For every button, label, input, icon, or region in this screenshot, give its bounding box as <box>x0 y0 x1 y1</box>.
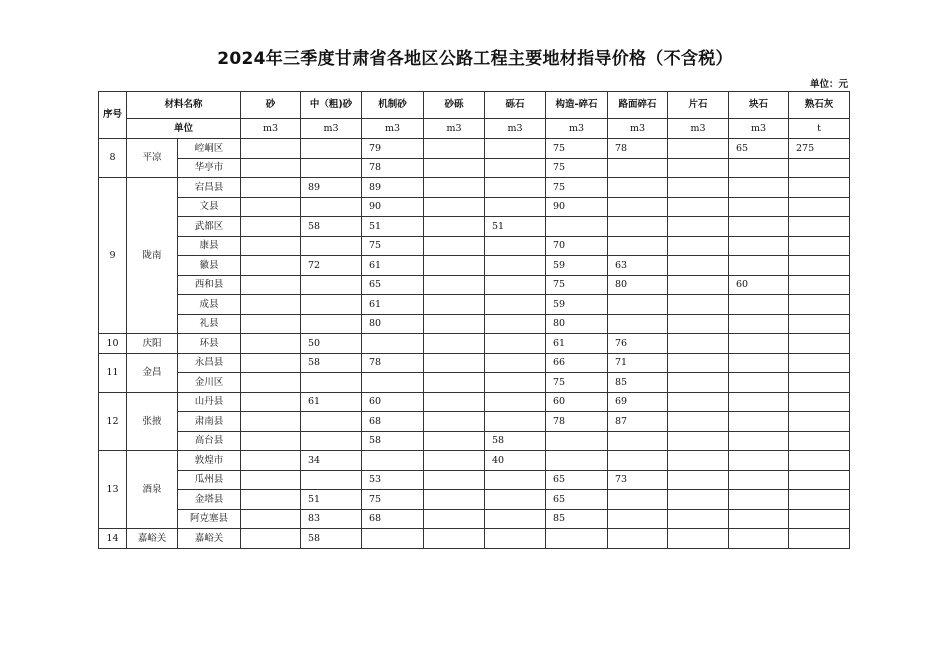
value-cell: 89 <box>301 178 362 198</box>
district-cell: 嘉峪关 <box>178 529 241 549</box>
value-cell <box>608 178 668 198</box>
value-cell <box>668 431 729 451</box>
value-cell: 89 <box>362 178 424 198</box>
value-cell <box>424 334 485 354</box>
seq-cell: 14 <box>99 529 127 549</box>
value-cell <box>668 490 729 510</box>
header-seq: 序号 <box>99 92 127 139</box>
district-cell: 宕昌县 <box>178 178 241 198</box>
value-cell <box>424 275 485 295</box>
value-cell: 61 <box>301 392 362 412</box>
value-cell <box>424 158 485 178</box>
value-cell <box>789 509 850 529</box>
value-cell: 50 <box>301 334 362 354</box>
value-cell <box>424 236 485 256</box>
value-cell <box>789 275 850 295</box>
header-col: 砾石 <box>485 92 546 119</box>
value-cell <box>668 353 729 373</box>
value-cell <box>424 490 485 510</box>
value-cell <box>362 334 424 354</box>
table-row <box>99 373 850 393</box>
value-cell <box>301 470 362 490</box>
value-cell <box>362 373 424 393</box>
value-cell <box>424 178 485 198</box>
value-cell <box>424 412 485 432</box>
value-cell <box>789 490 850 510</box>
city-cell: 张掖 <box>127 392 178 451</box>
table-row <box>99 275 850 295</box>
value-cell <box>668 392 729 412</box>
value-cell <box>668 178 729 198</box>
header-row <box>99 92 850 119</box>
value-cell: 76 <box>608 334 668 354</box>
unit-cell: m3 <box>241 119 301 139</box>
table-row <box>99 412 850 432</box>
value-cell <box>241 236 301 256</box>
value-cell: 65 <box>729 139 789 159</box>
value-cell <box>424 197 485 217</box>
district-cell: 瓜州县 <box>178 470 241 490</box>
value-cell <box>608 236 668 256</box>
value-cell: 90 <box>362 197 424 217</box>
value-cell <box>301 158 362 178</box>
value-cell <box>789 158 850 178</box>
district-cell: 武都区 <box>178 217 241 237</box>
value-cell <box>241 392 301 412</box>
value-cell <box>241 314 301 334</box>
value-cell <box>424 529 485 549</box>
value-cell <box>424 217 485 237</box>
district-cell: 永昌县 <box>178 353 241 373</box>
value-cell: 71 <box>608 353 668 373</box>
value-cell <box>485 158 546 178</box>
unit-cell: m3 <box>301 119 362 139</box>
value-cell <box>608 158 668 178</box>
value-cell <box>608 431 668 451</box>
city-cell: 金昌 <box>127 353 178 392</box>
unit-cell: t <box>789 119 850 139</box>
district-cell: 成县 <box>178 295 241 315</box>
value-cell: 78 <box>608 139 668 159</box>
value-cell: 87 <box>608 412 668 432</box>
value-cell: 78 <box>546 412 608 432</box>
value-cell: 78 <box>362 353 424 373</box>
value-cell <box>729 314 789 334</box>
value-cell <box>241 295 301 315</box>
value-cell <box>668 451 729 471</box>
header-col: 熟石灰 <box>789 92 850 119</box>
value-cell <box>729 412 789 432</box>
district-cell: 崆峒区 <box>178 139 241 159</box>
district-cell: 山丹县 <box>178 392 241 412</box>
value-cell: 80 <box>608 275 668 295</box>
value-cell <box>729 236 789 256</box>
value-cell <box>668 412 729 432</box>
value-cell <box>241 256 301 276</box>
table-row <box>99 490 850 510</box>
value-cell <box>668 197 729 217</box>
header-unit-label: 单位 <box>127 119 241 139</box>
value-cell <box>301 197 362 217</box>
value-cell: 70 <box>546 236 608 256</box>
value-cell <box>241 178 301 198</box>
value-cell <box>608 529 668 549</box>
value-cell: 68 <box>362 412 424 432</box>
value-cell <box>485 470 546 490</box>
value-cell <box>608 490 668 510</box>
value-cell <box>729 470 789 490</box>
unit-note: 单位：元 <box>809 79 848 90</box>
value-cell <box>362 529 424 549</box>
district-cell: 金川区 <box>178 373 241 393</box>
value-cell <box>241 431 301 451</box>
value-cell <box>608 197 668 217</box>
value-cell: 58 <box>301 217 362 237</box>
price-table <box>98 91 850 549</box>
seq-cell: 10 <box>99 334 127 354</box>
city-cell: 平凉 <box>127 139 178 178</box>
value-cell <box>789 197 850 217</box>
table-row <box>99 314 850 334</box>
table-row <box>99 139 850 159</box>
value-cell <box>241 353 301 373</box>
value-cell <box>789 334 850 354</box>
value-cell <box>729 256 789 276</box>
value-cell: 65 <box>546 490 608 510</box>
table-row <box>99 392 850 412</box>
value-cell: 59 <box>546 256 608 276</box>
value-cell: 275 <box>789 139 850 159</box>
table-row <box>99 470 850 490</box>
table-row <box>99 236 850 256</box>
value-cell <box>241 373 301 393</box>
value-cell <box>241 412 301 432</box>
value-cell <box>668 470 729 490</box>
value-cell <box>485 295 546 315</box>
value-cell <box>424 392 485 412</box>
value-cell <box>668 295 729 315</box>
unit-cell: m3 <box>485 119 546 139</box>
header-material-name: 材料名称 <box>127 92 241 119</box>
value-cell <box>789 353 850 373</box>
seq-cell: 8 <box>99 139 127 178</box>
value-cell <box>729 373 789 393</box>
unit-cell: m3 <box>362 119 424 139</box>
district-cell: 文县 <box>178 197 241 217</box>
value-cell: 51 <box>301 490 362 510</box>
value-cell: 59 <box>546 295 608 315</box>
value-cell <box>789 470 850 490</box>
table-row <box>99 431 850 451</box>
page-title: 2024年三季度甘肃省各地区公路工程主要地材指导价格（不含税） <box>217 49 733 69</box>
value-cell: 51 <box>362 217 424 237</box>
value-cell: 75 <box>546 178 608 198</box>
value-cell <box>485 139 546 159</box>
value-cell <box>241 139 301 159</box>
value-cell <box>729 197 789 217</box>
value-cell <box>485 392 546 412</box>
value-cell <box>608 451 668 471</box>
seq-cell: 9 <box>99 178 127 334</box>
value-cell: 85 <box>608 373 668 393</box>
value-cell: 58 <box>485 431 546 451</box>
value-cell <box>301 236 362 256</box>
value-cell <box>608 217 668 237</box>
value-cell <box>729 217 789 237</box>
value-cell <box>668 236 729 256</box>
value-cell: 69 <box>608 392 668 412</box>
value-cell <box>668 373 729 393</box>
table-row <box>99 334 850 354</box>
value-cell: 40 <box>485 451 546 471</box>
value-cell <box>485 256 546 276</box>
value-cell: 60 <box>546 392 608 412</box>
table-row <box>99 509 850 529</box>
value-cell: 75 <box>546 139 608 159</box>
city-cell: 庆阳 <box>127 334 178 354</box>
value-cell: 58 <box>301 353 362 373</box>
value-cell <box>729 431 789 451</box>
city-cell: 陇南 <box>127 178 178 334</box>
value-cell <box>789 236 850 256</box>
value-cell: 79 <box>362 139 424 159</box>
value-cell <box>424 353 485 373</box>
value-cell <box>485 334 546 354</box>
value-cell: 63 <box>608 256 668 276</box>
value-cell <box>729 451 789 471</box>
value-cell <box>729 529 789 549</box>
value-cell <box>546 529 608 549</box>
value-cell <box>608 314 668 334</box>
value-cell <box>485 178 546 198</box>
table-row <box>99 256 850 276</box>
table-row <box>99 529 850 549</box>
value-cell <box>241 217 301 237</box>
table-row <box>99 295 850 315</box>
value-cell: 61 <box>362 295 424 315</box>
value-cell: 75 <box>546 158 608 178</box>
district-cell: 环县 <box>178 334 241 354</box>
district-cell: 高台县 <box>178 431 241 451</box>
value-cell <box>301 275 362 295</box>
header-col: 砂 <box>241 92 301 119</box>
value-cell <box>241 275 301 295</box>
value-cell <box>301 431 362 451</box>
value-cell <box>241 158 301 178</box>
value-cell <box>668 158 729 178</box>
value-cell: 80 <box>362 314 424 334</box>
value-cell <box>424 431 485 451</box>
value-cell <box>668 217 729 237</box>
value-cell <box>668 275 729 295</box>
seq-cell: 13 <box>99 451 127 529</box>
value-cell <box>729 334 789 354</box>
value-cell: 75 <box>546 275 608 295</box>
value-cell <box>485 373 546 393</box>
value-cell <box>485 353 546 373</box>
value-cell <box>301 139 362 159</box>
value-cell: 90 <box>546 197 608 217</box>
district-cell: 金塔县 <box>178 490 241 510</box>
header-col: 中（粗)砂 <box>301 92 362 119</box>
district-cell: 康县 <box>178 236 241 256</box>
value-cell: 80 <box>546 314 608 334</box>
value-cell <box>424 256 485 276</box>
value-cell <box>485 275 546 295</box>
value-cell: 75 <box>546 373 608 393</box>
value-cell <box>424 139 485 159</box>
value-cell <box>668 509 729 529</box>
value-cell <box>608 295 668 315</box>
value-cell <box>241 451 301 471</box>
value-cell: 51 <box>485 217 546 237</box>
value-cell: 61 <box>546 334 608 354</box>
value-cell: 65 <box>546 470 608 490</box>
value-cell <box>789 256 850 276</box>
value-cell <box>485 509 546 529</box>
district-cell: 敦煌市 <box>178 451 241 471</box>
value-cell: 65 <box>362 275 424 295</box>
value-cell <box>789 295 850 315</box>
value-cell <box>789 178 850 198</box>
value-cell <box>424 509 485 529</box>
header-col: 块石 <box>729 92 789 119</box>
value-cell <box>241 334 301 354</box>
value-cell <box>789 451 850 471</box>
value-cell <box>789 373 850 393</box>
value-cell: 58 <box>362 431 424 451</box>
district-cell: 肃南县 <box>178 412 241 432</box>
value-cell <box>485 529 546 549</box>
unit-row <box>99 119 850 139</box>
district-cell: 徽县 <box>178 256 241 276</box>
unit-cell: m3 <box>424 119 485 139</box>
value-cell <box>241 197 301 217</box>
value-cell <box>789 431 850 451</box>
value-cell: 78 <box>362 158 424 178</box>
value-cell <box>241 529 301 549</box>
value-cell <box>485 490 546 510</box>
value-cell: 60 <box>362 392 424 412</box>
district-cell: 华亭市 <box>178 158 241 178</box>
table-row <box>99 217 850 237</box>
city-cell: 酒泉 <box>127 451 178 529</box>
table-row <box>99 178 850 198</box>
value-cell <box>789 392 850 412</box>
value-cell <box>789 529 850 549</box>
table-row <box>99 353 850 373</box>
value-cell: 34 <box>301 451 362 471</box>
unit-cell: m3 <box>546 119 608 139</box>
value-cell: 61 <box>362 256 424 276</box>
value-cell <box>668 314 729 334</box>
value-cell <box>301 373 362 393</box>
table-row <box>99 197 850 217</box>
table-row <box>99 451 850 471</box>
header-col: 片石 <box>668 92 729 119</box>
unit-cell: m3 <box>608 119 668 139</box>
value-cell <box>546 431 608 451</box>
value-cell <box>485 412 546 432</box>
value-cell: 66 <box>546 353 608 373</box>
district-cell: 阿克塞县 <box>178 509 241 529</box>
header-col: 构造-碎石 <box>546 92 608 119</box>
value-cell <box>668 139 729 159</box>
value-cell <box>546 217 608 237</box>
value-cell <box>424 451 485 471</box>
value-cell <box>485 197 546 217</box>
value-cell: 72 <box>301 256 362 276</box>
header-col: 机制砂 <box>362 92 424 119</box>
value-cell <box>301 412 362 432</box>
value-cell: 83 <box>301 509 362 529</box>
district-cell: 礼县 <box>178 314 241 334</box>
value-cell <box>301 295 362 315</box>
value-cell <box>301 314 362 334</box>
value-cell: 68 <box>362 509 424 529</box>
value-cell <box>241 490 301 510</box>
value-cell <box>729 490 789 510</box>
header-col: 砂砾 <box>424 92 485 119</box>
header-col: 路面碎石 <box>608 92 668 119</box>
value-cell: 75 <box>362 236 424 256</box>
value-cell <box>668 256 729 276</box>
value-cell <box>424 373 485 393</box>
value-cell <box>729 158 789 178</box>
value-cell <box>729 178 789 198</box>
value-cell <box>424 314 485 334</box>
value-cell: 60 <box>729 275 789 295</box>
value-cell <box>789 217 850 237</box>
seq-cell: 11 <box>99 353 127 392</box>
seq-cell: 12 <box>99 392 127 451</box>
value-cell <box>362 451 424 471</box>
value-cell <box>241 509 301 529</box>
value-cell: 75 <box>362 490 424 510</box>
value-cell: 73 <box>608 470 668 490</box>
value-cell: 53 <box>362 470 424 490</box>
value-cell: 58 <box>301 529 362 549</box>
value-cell <box>485 314 546 334</box>
value-cell <box>424 295 485 315</box>
value-cell <box>729 353 789 373</box>
value-cell <box>546 451 608 471</box>
value-cell <box>668 334 729 354</box>
table-row <box>99 158 850 178</box>
value-cell <box>668 529 729 549</box>
value-cell <box>729 295 789 315</box>
value-cell <box>789 314 850 334</box>
value-cell <box>608 509 668 529</box>
unit-cell: m3 <box>729 119 789 139</box>
district-cell: 西和县 <box>178 275 241 295</box>
value-cell <box>485 236 546 256</box>
value-cell <box>789 412 850 432</box>
city-cell: 嘉峪关 <box>127 529 178 549</box>
unit-cell: m3 <box>668 119 729 139</box>
value-cell <box>424 470 485 490</box>
value-cell <box>241 470 301 490</box>
value-cell: 85 <box>546 509 608 529</box>
value-cell <box>729 392 789 412</box>
value-cell <box>729 509 789 529</box>
